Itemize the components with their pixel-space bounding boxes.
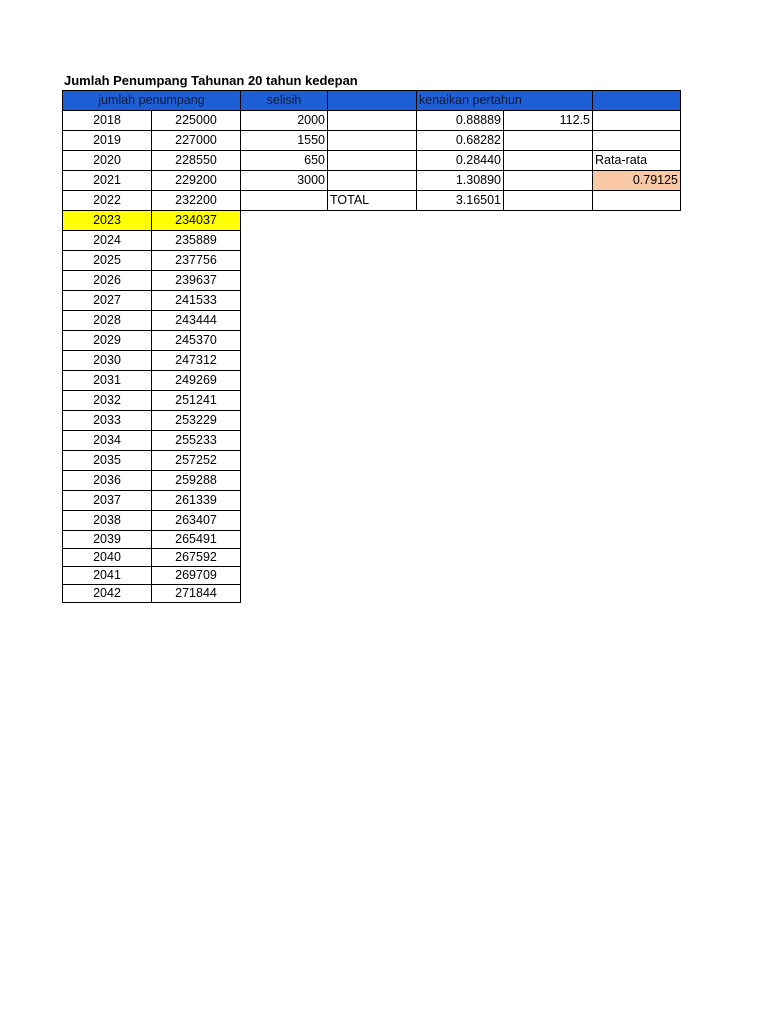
year-cell[interactable]: 2020 <box>63 151 152 171</box>
passenger-count-cell[interactable]: 241533 <box>152 291 241 311</box>
passenger-table <box>62 90 681 603</box>
table-row <box>63 191 681 211</box>
year-cell[interactable]: 2023 <box>63 211 152 231</box>
table-row <box>63 451 681 471</box>
header-row <box>63 91 681 111</box>
year-cell[interactable]: 2029 <box>63 331 152 351</box>
passenger-count-cell[interactable]: 227000 <box>152 131 241 151</box>
passenger-count-cell[interactable]: 261339 <box>152 491 241 511</box>
year-cell[interactable]: 2028 <box>63 311 152 331</box>
year-cell[interactable]: 2037 <box>63 491 152 511</box>
table-row <box>63 391 681 411</box>
passenger-count-cell[interactable]: 269709 <box>152 567 241 585</box>
table-row <box>63 151 681 171</box>
table-row <box>63 431 681 451</box>
year-cell[interactable]: 2032 <box>63 391 152 411</box>
side-cell[interactable] <box>593 191 681 211</box>
label-cell[interactable]: TOTAL <box>328 191 417 211</box>
table-row <box>63 371 681 391</box>
kenaikan-cell[interactable]: 0.68282 <box>417 131 504 151</box>
table-row <box>63 351 681 371</box>
year-cell[interactable]: 2027 <box>63 291 152 311</box>
label-cell[interactable] <box>328 151 417 171</box>
passenger-count-cell[interactable]: 235889 <box>152 231 241 251</box>
extra-value-cell[interactable]: 112.5 <box>504 111 593 131</box>
kenaikan-cell[interactable]: 0.28440 <box>417 151 504 171</box>
extra-value-cell[interactable] <box>504 191 593 211</box>
passenger-count-cell[interactable]: 259288 <box>152 471 241 491</box>
passenger-count-cell[interactable]: 239637 <box>152 271 241 291</box>
extra-value-cell[interactable] <box>504 171 593 191</box>
table-row <box>63 291 681 311</box>
header-kenaikan-pertahun[interactable]: kenaikan pertahun <box>417 91 593 111</box>
header-selisih[interactable]: selisih <box>241 91 328 111</box>
year-cell[interactable]: 2021 <box>63 171 152 191</box>
year-cell[interactable]: 2038 <box>63 511 152 531</box>
side-cell[interactable] <box>593 111 681 131</box>
year-cell[interactable]: 2033 <box>63 411 152 431</box>
year-cell[interactable]: 2031 <box>63 371 152 391</box>
passenger-count-cell[interactable]: 245370 <box>152 331 241 351</box>
year-cell[interactable]: 2019 <box>63 131 152 151</box>
rata-rata-value[interactable]: 0.79125 <box>593 171 681 191</box>
year-cell[interactable]: 2036 <box>63 471 152 491</box>
year-cell[interactable]: 2018 <box>63 111 152 131</box>
kenaikan-cell[interactable]: 1.30890 <box>417 171 504 191</box>
extra-value-cell[interactable] <box>504 151 593 171</box>
side-cell[interactable] <box>593 131 681 151</box>
selisih-cell[interactable]: 650 <box>241 151 328 171</box>
passenger-count-cell[interactable]: 247312 <box>152 351 241 371</box>
table-row <box>63 111 681 131</box>
table-row <box>63 311 681 331</box>
passenger-count-cell[interactable]: 267592 <box>152 549 241 567</box>
header-empty-cell[interactable] <box>593 91 681 111</box>
selisih-cell[interactable]: 3000 <box>241 171 328 191</box>
year-cell[interactable]: 2034 <box>63 431 152 451</box>
passenger-count-cell[interactable]: 232200 <box>152 191 241 211</box>
table-row <box>63 331 681 351</box>
table-row <box>63 471 681 491</box>
year-cell[interactable]: 2022 <box>63 191 152 211</box>
year-cell[interactable]: 2041 <box>63 567 152 585</box>
kenaikan-cell[interactable]: 0.88889 <box>417 111 504 131</box>
table-row <box>63 231 681 251</box>
table-row <box>63 531 681 549</box>
passenger-count-cell[interactable]: 265491 <box>152 531 241 549</box>
passenger-count-cell[interactable]: 228550 <box>152 151 241 171</box>
passenger-count-cell[interactable]: 249269 <box>152 371 241 391</box>
year-cell[interactable]: 2035 <box>63 451 152 471</box>
sheet-title: Jumlah Penumpang Tahunan 20 tahun kedepan <box>64 73 358 88</box>
year-cell[interactable]: 2025 <box>63 251 152 271</box>
year-cell[interactable]: 2024 <box>63 231 152 251</box>
table-row <box>63 585 681 603</box>
label-cell[interactable] <box>328 111 417 131</box>
table-row <box>63 511 681 531</box>
label-cell[interactable] <box>328 131 417 151</box>
kenaikan-cell[interactable]: 3.16501 <box>417 191 504 211</box>
header-jumlah-penumpang[interactable]: jumlah penumpang <box>63 91 241 111</box>
table-row <box>63 567 681 585</box>
passenger-count-cell[interactable]: 229200 <box>152 171 241 191</box>
passenger-count-cell[interactable]: 263407 <box>152 511 241 531</box>
passenger-count-cell[interactable]: 271844 <box>152 585 241 603</box>
passenger-count-cell[interactable]: 234037 <box>152 211 241 231</box>
passenger-count-cell[interactable]: 255233 <box>152 431 241 451</box>
table-row <box>63 131 681 151</box>
passenger-count-cell[interactable]: 251241 <box>152 391 241 411</box>
table-row <box>63 549 681 567</box>
passenger-count-cell[interactable]: 237756 <box>152 251 241 271</box>
label-cell[interactable] <box>328 171 417 191</box>
selisih-cell[interactable]: 1550 <box>241 131 328 151</box>
year-cell[interactable]: 2042 <box>63 585 152 603</box>
rata-rata-label[interactable]: Rata-rata <box>593 151 681 171</box>
year-cell[interactable]: 2026 <box>63 271 152 291</box>
year-cell[interactable]: 2040 <box>63 549 152 567</box>
table-row <box>63 251 681 271</box>
selisih-cell[interactable] <box>241 191 328 211</box>
table-row <box>63 211 681 231</box>
passenger-count-cell[interactable]: 257252 <box>152 451 241 471</box>
table-row <box>63 171 681 191</box>
table-row <box>63 491 681 511</box>
passenger-count-cell[interactable]: 253229 <box>152 411 241 431</box>
year-cell[interactable]: 2030 <box>63 351 152 371</box>
table-row <box>63 271 681 291</box>
extra-value-cell[interactable] <box>504 131 593 151</box>
header-empty-cell[interactable] <box>328 91 417 111</box>
table-row <box>63 411 681 431</box>
year-cell[interactable]: 2039 <box>63 531 152 549</box>
passenger-count-cell[interactable]: 225000 <box>152 111 241 131</box>
selisih-cell[interactable]: 2000 <box>241 111 328 131</box>
passenger-count-cell[interactable]: 243444 <box>152 311 241 331</box>
